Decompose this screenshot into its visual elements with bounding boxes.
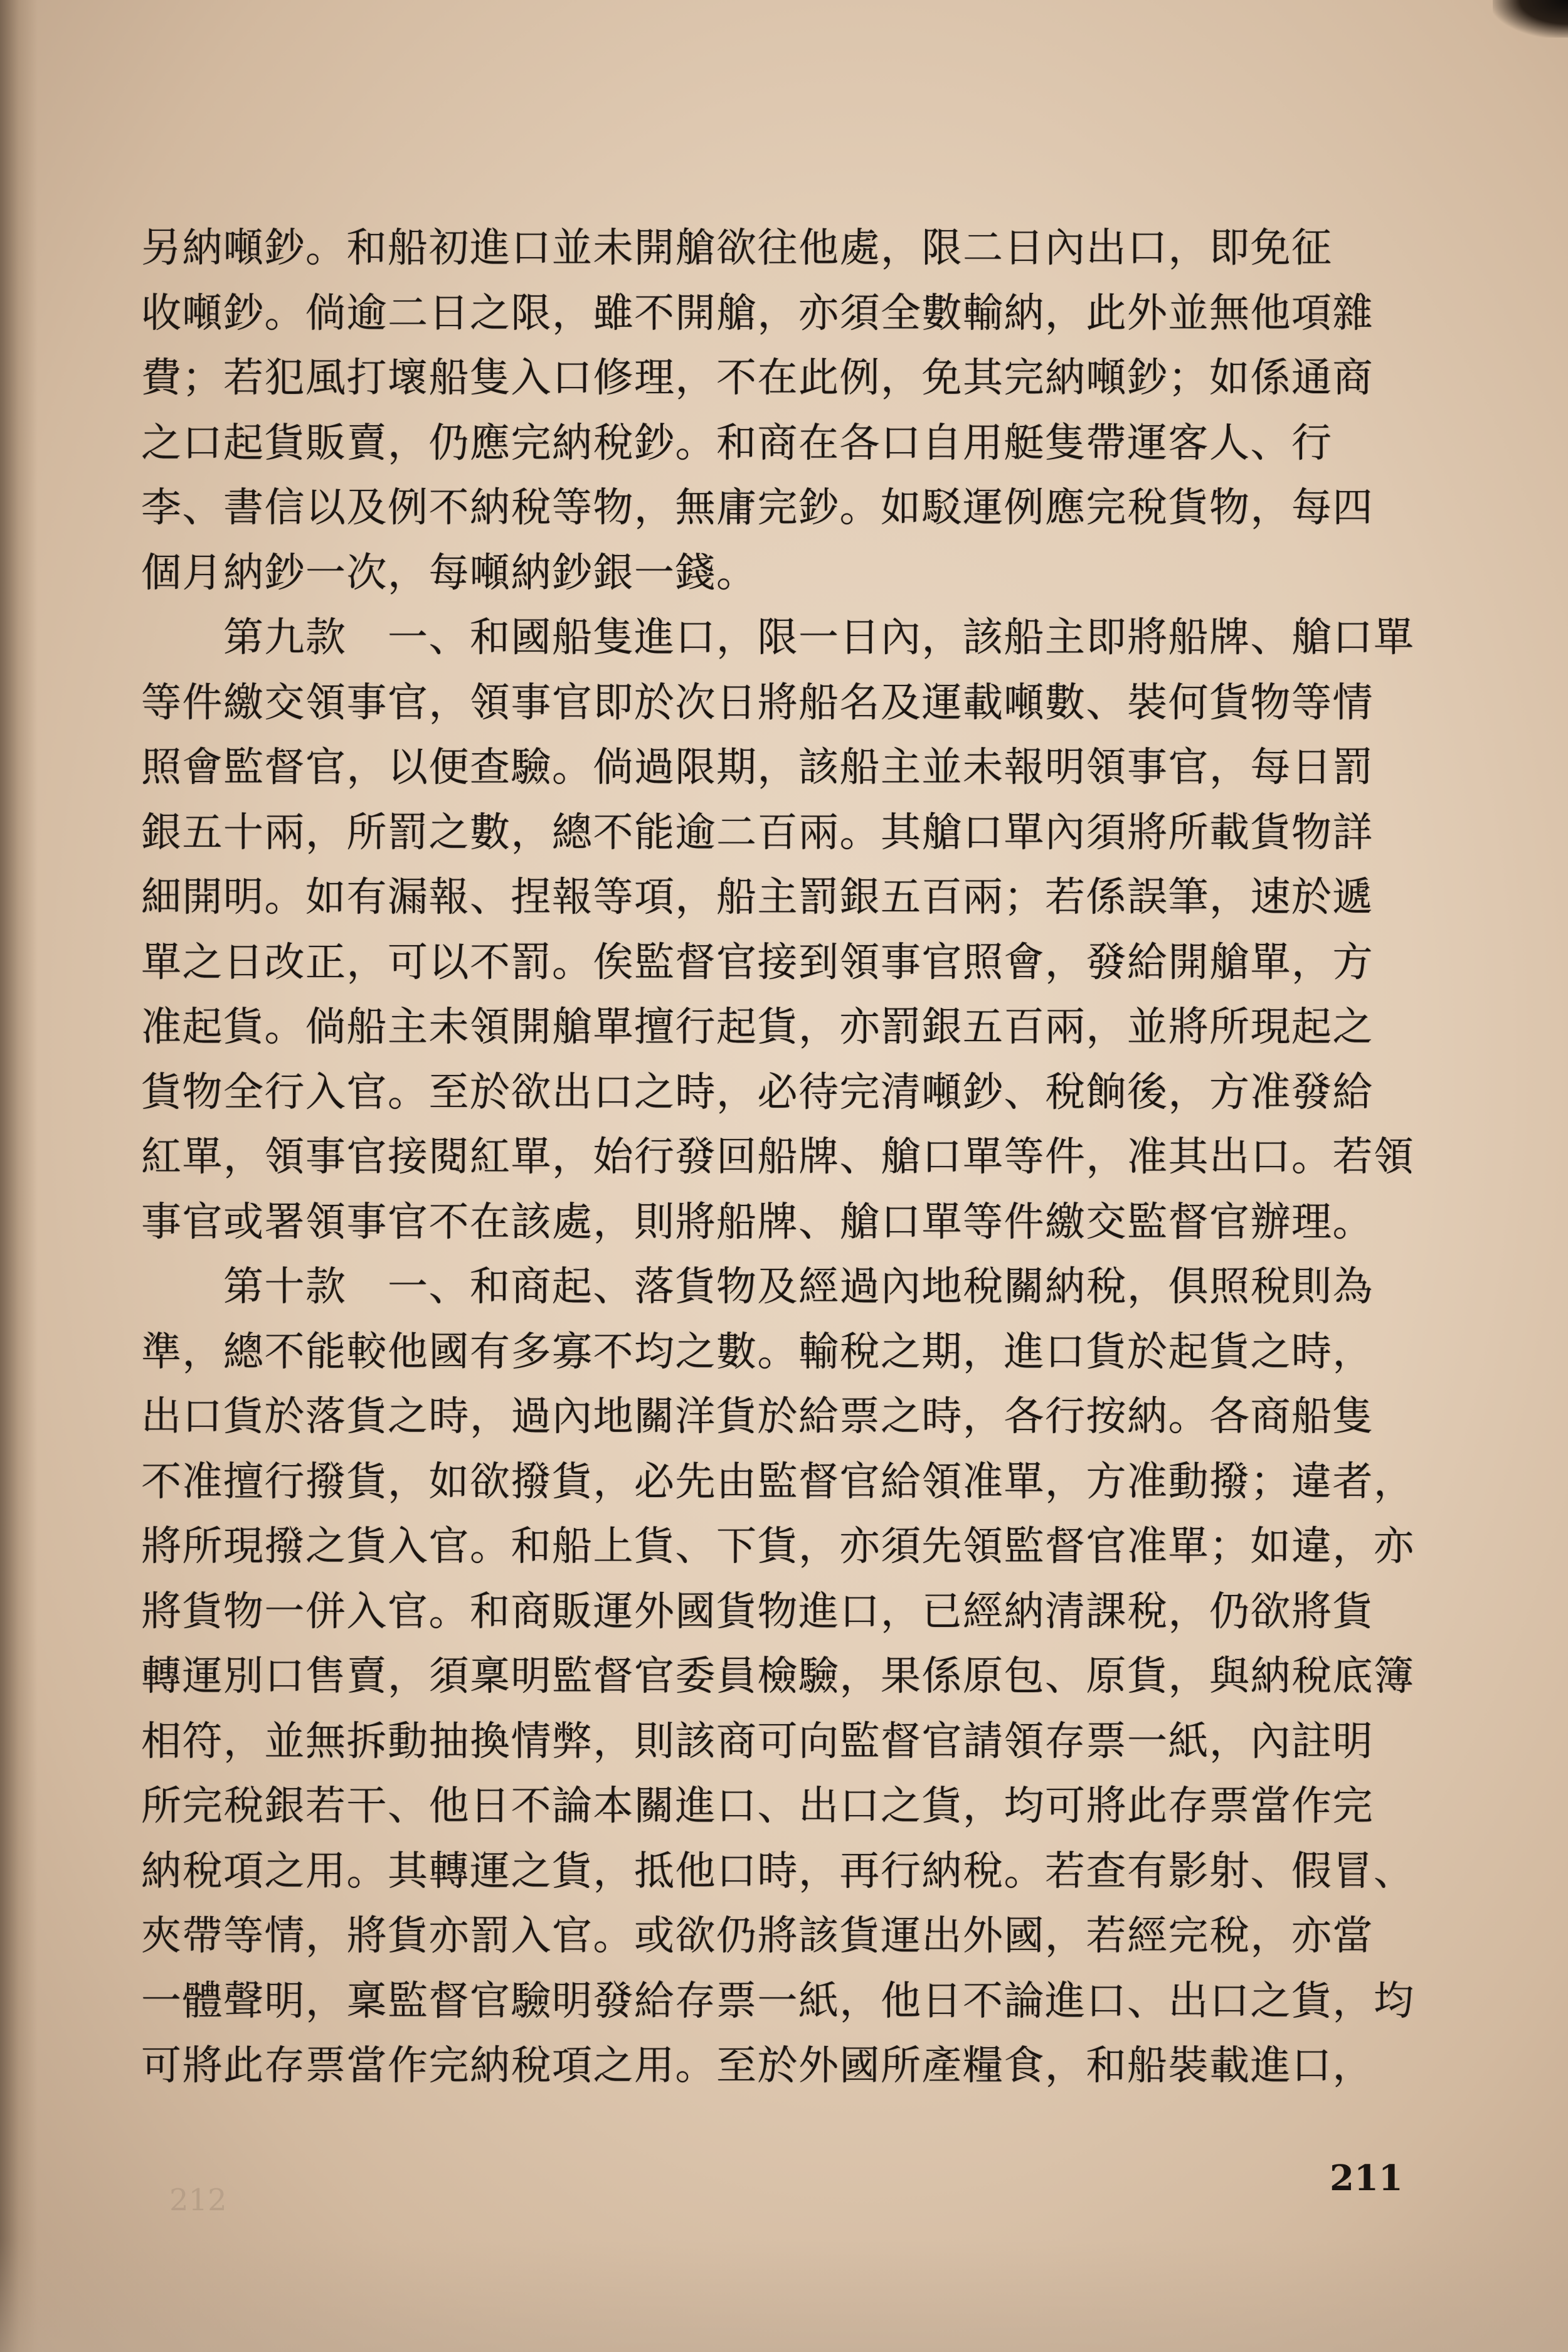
text-line: 將貨物一併入官。和商販運外國貨物進口，已經納清課稅，仍欲將貨 [141, 1588, 1374, 1635]
text-line: 出口貨於落貨之時，過內地關洋貨於給票之時，各行按納。各商船隻 [141, 1394, 1374, 1440]
text-line: 第十款 一、和商起、落貨物及經過內地稅關納稅，俱照稅則為 [141, 1264, 1374, 1310]
text-line: 銀五十兩，所罰之數，總不能逾二百兩。其艙口單內須將所載貨物詳 [141, 809, 1374, 856]
text-line: 個月納鈔一次，每噸納鈔銀一錢。 [141, 549, 758, 596]
text-line: 第九款 一、和國船隻進口，限一日內，該船主即將船牌、艙口單 [141, 615, 1415, 661]
text-line: 納稅項之用。其轉運之貨，抵他口時，再行納稅。若查有影射、假冒、 [141, 1848, 1415, 1895]
text-line: 等件繳交領事官，領事官即於次日將船名及運載噸數、裝何貨物等情 [141, 679, 1374, 726]
text-line: 準，總不能較他國有多寡不均之數。輸稅之期，進口貨於起貨之時， [141, 1328, 1374, 1375]
text-line: 轉運別口售賣，須稟明監督官委員檢驗，果係原包、原貨，與納稅底簿 [141, 1653, 1415, 1700]
text-line: 之口起貨販賣，仍應完納稅鈔。和商在各口自用艇隻帶運客人、行 [141, 420, 1333, 467]
text-line: 准起貨。倘船主未領開艙單擅行起貨，亦罰銀五百兩，並將所現起之 [141, 1004, 1374, 1051]
text-line: 另納噸鈔。和船初進口並未開艙欲往他處，限二日內出口，即免征 [141, 225, 1333, 272]
body-text [141, 216, 1427, 2099]
text-line: 照會監督官，以便查驗。倘過限期，該船主並未報明領事官，每日罰 [141, 744, 1374, 791]
text-line: 單之日改正，可以不罰。俟監督官接到領事官照會，發給開艙單，方 [141, 939, 1374, 986]
bleed-through-page-number: 212 [169, 2183, 227, 2218]
text-line: 細開明。如有漏報、捏報等項，船主罰銀五百兩；若係誤筆，速於遞 [141, 874, 1374, 921]
text-line: 不准擅行撥貨，如欲撥貨，必先由監督官給領准單，方准動撥；違者， [141, 1458, 1415, 1505]
text-line: 紅單，領事官接閱紅單，始行發回船牌、艙口單等件，准其出口。若領 [141, 1134, 1415, 1180]
text-line: 一體聲明，稟監督官驗明發給存票一紙，他日不論進口、出口之貨，均 [141, 1978, 1415, 2025]
text-line: 所完稅銀若干、他日不論本關進口、出口之貨，均可將此存票當作完 [141, 1783, 1374, 1830]
text-line: 夾帶等情，將貨亦罰入官。或欲仍將該貨運出外國，若經完稅，亦當 [141, 1913, 1374, 1959]
text-line: 將所現撥之貨入官。和船上貨、下貨，亦須先領監督官准單；如違，亦 [141, 1523, 1415, 1570]
text-line: 費；若犯風打壞船隻入口修理，不在此例，免其完納噸鈔；如係通商 [141, 355, 1374, 401]
bottom-vignette [0, 2239, 1568, 2352]
text-line: 收噸鈔。倘逾二日之限，雖不開艙，亦須全數輸納，此外並無他項雜 [141, 290, 1374, 337]
text-line: 相符，並無拆動抽換情弊，則該商可向監督官請領存票一紙，內註明 [141, 1718, 1374, 1765]
corner-shadow [1493, 0, 1568, 38]
text-line: 可將此存票當作完納稅項之用。至於外國所產糧食，和船裝載進口， [141, 2043, 1374, 2089]
page-number: 211 [1330, 2158, 1403, 2199]
text-line: 事官或署領事官不在該處，則將船牌、艙口單等件繳交監督官辦理。 [141, 1199, 1374, 1246]
text-line: 李、書信以及例不納稅等物，無庸完鈔。如駁運例應完稅貨物，每四 [141, 485, 1374, 531]
text-line: 貨物全行入官。至於欲出口之時，必待完清噸鈔、稅餉後，方准發給 [141, 1069, 1374, 1116]
binding-shadow [0, 0, 38, 2352]
